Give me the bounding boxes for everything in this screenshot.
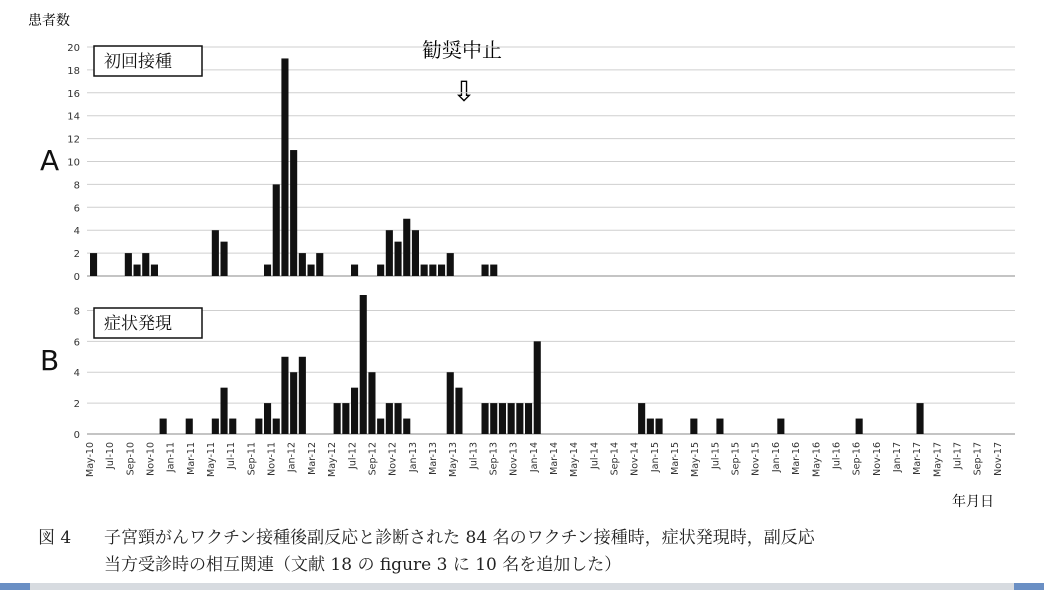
bar bbox=[777, 419, 784, 434]
annotation-label: 勧奨中止 bbox=[422, 38, 502, 62]
bar bbox=[90, 253, 97, 276]
bar bbox=[212, 419, 219, 434]
x-tick-label: Sep-15 bbox=[730, 442, 742, 476]
bar bbox=[403, 419, 410, 434]
x-tick-label: May-15 bbox=[690, 442, 702, 477]
y-tick-label: 20 bbox=[67, 43, 80, 54]
x-tick-label: Jul-16 bbox=[831, 442, 843, 469]
bar bbox=[255, 419, 262, 434]
bar bbox=[212, 230, 219, 276]
panel-letter: B bbox=[40, 344, 60, 377]
y-tick-label: 6 bbox=[73, 337, 80, 349]
bar bbox=[447, 372, 454, 434]
bar bbox=[638, 403, 645, 434]
y-tick-label: 0 bbox=[73, 272, 80, 283]
x-tick-label: Mar-12 bbox=[306, 442, 318, 475]
bar bbox=[351, 265, 358, 276]
x-tick-label: Mar-11 bbox=[185, 442, 197, 475]
x-tick-label: Nov-12 bbox=[387, 442, 399, 476]
bar bbox=[690, 419, 697, 434]
bar bbox=[273, 184, 280, 276]
bar bbox=[134, 265, 141, 276]
x-tick-label: Nov-16 bbox=[871, 442, 883, 476]
y-tick-label: 14 bbox=[67, 111, 80, 123]
x-tick-label: Jul-13 bbox=[468, 442, 480, 469]
panel-b bbox=[40, 295, 1015, 441]
figure-caption bbox=[38, 525, 1028, 579]
bar bbox=[447, 253, 454, 276]
series-label: 初回接種 bbox=[104, 52, 172, 72]
bar bbox=[290, 150, 297, 276]
x-tick-label: Mar-14 bbox=[549, 442, 560, 475]
bar bbox=[386, 230, 393, 276]
bar bbox=[429, 265, 436, 276]
x-tick-label: May-17 bbox=[932, 442, 944, 477]
bar bbox=[360, 295, 367, 434]
bar bbox=[281, 357, 288, 434]
bar bbox=[395, 403, 402, 434]
x-tick-label: Jan-11 bbox=[165, 442, 177, 473]
bar bbox=[308, 265, 315, 276]
bar bbox=[482, 403, 489, 434]
bar bbox=[656, 419, 663, 434]
bar bbox=[160, 419, 167, 434]
x-tick-label: Jul-12 bbox=[347, 442, 359, 469]
x-tick-label: Nov-13 bbox=[508, 442, 520, 476]
bar bbox=[386, 403, 393, 434]
bar bbox=[142, 253, 149, 276]
bar bbox=[482, 265, 489, 276]
bar bbox=[438, 265, 445, 276]
x-tick-label: Mar-13 bbox=[427, 442, 439, 475]
x-tick-label: Mar-16 bbox=[791, 442, 803, 475]
x-tick-label: May-16 bbox=[811, 442, 823, 477]
bar bbox=[647, 419, 654, 434]
x-axis bbox=[85, 442, 1004, 477]
x-tick-label: Mar-17 bbox=[912, 442, 924, 475]
bar bbox=[316, 253, 323, 276]
x-tick-label: Jan-16 bbox=[770, 442, 782, 473]
bar bbox=[299, 357, 306, 434]
bar bbox=[334, 403, 341, 434]
x-tick-label: Sep-10 bbox=[125, 442, 137, 476]
y-tick-label: 12 bbox=[67, 134, 80, 146]
x-tick-label: Nov-10 bbox=[145, 442, 157, 476]
y-tick-label: 2 bbox=[73, 399, 80, 411]
bar bbox=[299, 253, 306, 276]
bar bbox=[186, 419, 193, 434]
x-tick-label: May-11 bbox=[206, 442, 218, 477]
x-tick-label: Jan-17 bbox=[891, 442, 903, 473]
bar bbox=[917, 403, 924, 434]
x-tick-label: May-14 bbox=[569, 442, 581, 477]
bar bbox=[377, 265, 384, 276]
figure-number: 図 4 bbox=[38, 528, 72, 548]
y-tick-label: 16 bbox=[67, 88, 80, 100]
bar bbox=[125, 253, 132, 276]
bar bbox=[273, 419, 280, 434]
x-tick-label: Nov-17 bbox=[992, 442, 1004, 476]
x-tick-label: May-10 bbox=[85, 442, 96, 477]
bar bbox=[351, 388, 358, 434]
x-tick-label: Jan-14 bbox=[528, 442, 540, 473]
caption-line-1: 子宮頸がんワクチン接種後副反応と診断された 84 名のワクチン接種時，症状発現時，副反応 bbox=[104, 528, 815, 548]
x-tick-label: Jul-15 bbox=[710, 442, 722, 469]
bar bbox=[151, 265, 158, 276]
bar bbox=[525, 403, 532, 434]
panel-a bbox=[40, 43, 1015, 283]
y-tick-label: 8 bbox=[73, 180, 80, 192]
x-tick-label: Jan-15 bbox=[649, 442, 661, 473]
bar bbox=[281, 58, 288, 276]
panel-letter: A bbox=[40, 144, 60, 177]
bar bbox=[490, 403, 497, 434]
y-tick-label: 10 bbox=[67, 157, 80, 169]
x-tick-label: Jan-13 bbox=[407, 442, 419, 473]
x-tick-label: Sep-12 bbox=[367, 442, 379, 476]
bar bbox=[221, 388, 228, 434]
bottom-border bbox=[0, 583, 1044, 590]
x-tick-label: Jan-12 bbox=[286, 442, 298, 473]
bar bbox=[221, 242, 228, 276]
bar bbox=[290, 372, 297, 434]
caption-line-2: 当方受診時の相互関連（文献 18 の figure 3 に 10 名を追加した） bbox=[104, 555, 622, 575]
x-tick-label: May-13 bbox=[448, 442, 460, 477]
x-tick-label: Sep-13 bbox=[488, 442, 500, 476]
bar bbox=[342, 403, 349, 434]
bar bbox=[856, 419, 863, 434]
y-tick-label: 6 bbox=[73, 203, 80, 215]
y-tick-label: 8 bbox=[73, 306, 80, 318]
down-arrow-icon: ⇩ bbox=[452, 75, 476, 108]
bar bbox=[368, 372, 375, 434]
bar bbox=[534, 341, 541, 434]
x-tick-label: Nov-15 bbox=[750, 442, 762, 476]
bar bbox=[499, 403, 506, 434]
x-tick-label: Nov-14 bbox=[629, 442, 641, 476]
x-tick-label: Sep-16 bbox=[851, 442, 863, 476]
bar bbox=[508, 403, 515, 434]
bar bbox=[421, 265, 428, 276]
x-axis-label: 年月日 bbox=[952, 494, 994, 510]
y-tick-label: 4 bbox=[73, 226, 80, 238]
bottom-accent-left bbox=[0, 583, 30, 590]
bar bbox=[490, 265, 497, 276]
bar bbox=[516, 403, 523, 434]
x-tick-label: May-12 bbox=[327, 442, 339, 477]
bottom-accent-right bbox=[1014, 583, 1044, 590]
x-tick-label: Nov-11 bbox=[266, 442, 278, 476]
bar bbox=[412, 230, 419, 276]
series-label: 症状発現 bbox=[104, 314, 172, 334]
bar bbox=[403, 219, 410, 276]
x-tick-label: Jul-14 bbox=[589, 442, 601, 469]
bar bbox=[395, 242, 402, 276]
bar bbox=[377, 419, 384, 434]
bar bbox=[264, 265, 271, 276]
x-tick-label: Sep-17 bbox=[972, 442, 984, 476]
x-tick-label: Jul-11 bbox=[226, 442, 238, 469]
y-tick-label: 2 bbox=[73, 249, 80, 261]
x-tick-label: Sep-11 bbox=[246, 442, 258, 476]
bar bbox=[264, 403, 271, 434]
x-tick-label: Jul-17 bbox=[952, 442, 964, 469]
x-tick-label: Jul-10 bbox=[105, 442, 117, 469]
x-tick-label: Sep-14 bbox=[609, 442, 621, 476]
y-tick-label: 0 bbox=[73, 430, 80, 441]
y-tick-label: 4 bbox=[73, 368, 80, 380]
y-axis-label: 患者数 bbox=[28, 13, 70, 29]
x-tick-label: Mar-15 bbox=[670, 442, 682, 475]
bar bbox=[716, 419, 723, 434]
bar bbox=[455, 388, 462, 434]
bar bbox=[229, 419, 236, 434]
y-tick-label: 18 bbox=[67, 65, 80, 77]
